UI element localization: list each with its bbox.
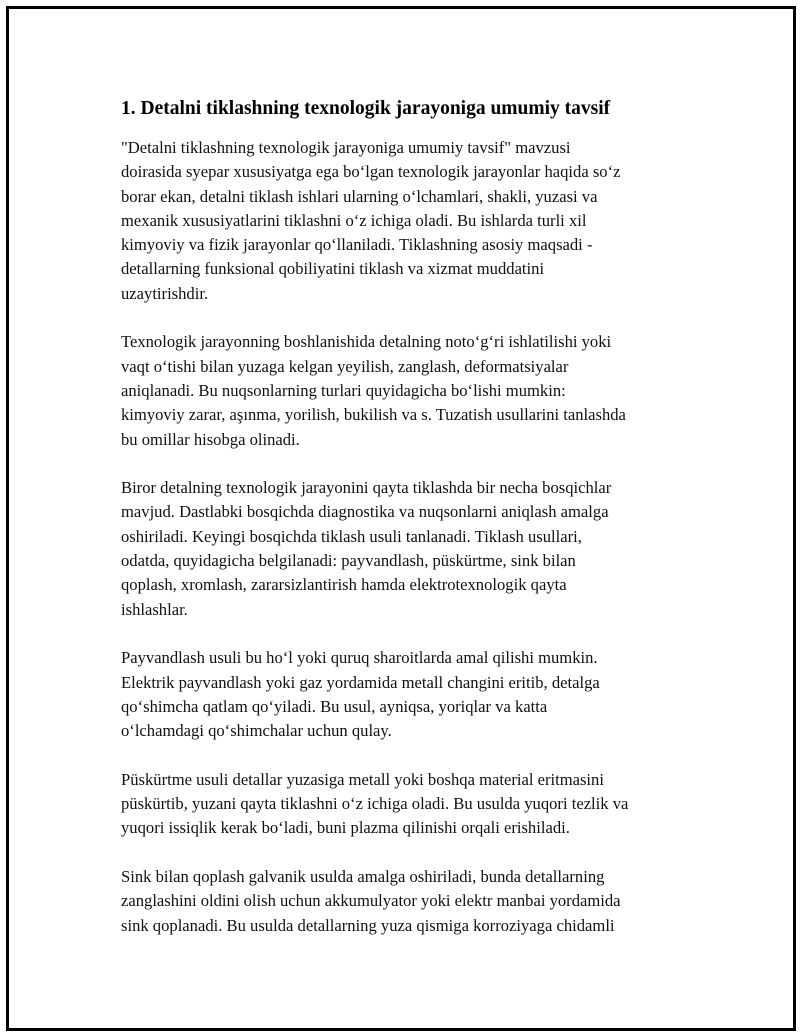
text-line: bu omillar hisobga olinadi.: [121, 429, 300, 449]
paragraph: [121, 646, 701, 743]
text-line: Püskürtme usuli detallar yuzasiga metall yoki boshqa material eritmasini: [121, 769, 604, 789]
text-line: Texnologik jarayonning boshlanishida detalning noto‘g‘ri ishlatilishi yoki: [121, 332, 612, 352]
text-line: Sink bilan qoplash galvanik usulda amalga oshiriladi, bunda detallarning: [121, 866, 605, 886]
text-line: mexanik xususiyatlarini tiklashni o‘z ichiga oladi. Bu ishlarda turli xil: [121, 210, 587, 230]
text-line: zanglashini oldini olish uchun akkumulyator yoki elektr manbai yordamida: [121, 891, 621, 911]
text-line: aniqlanadi. Bu nuqsonlarning turlari quyidagicha bo‘lishi mumkin:: [121, 380, 566, 400]
text-line: yuqori issiqlik kerak bo‘ladi, buni plazma qilinishi orqali erishiladi.: [121, 818, 570, 838]
paragraph: [121, 330, 701, 451]
text-line: detallarning funksional qobiliyatini tiklash va xizmat muddatini: [121, 259, 545, 279]
text-line: ishlashlar.: [121, 599, 188, 619]
text-line: oshiriladi. Keyingi bosqichda tiklash usuli tanlanadi. Tiklash usullari,: [121, 526, 582, 546]
text-line: o‘lchamdagi qo‘shimchalar uchun qulay.: [121, 721, 392, 741]
text-line: qo‘shimcha qatlam qo‘yiladi. Bu usul, ayniqsa, yoriqlar va katta: [121, 696, 548, 716]
text-line: borar ekan, detalni tiklash ishlari ularning o‘lchamlari, shakli, yuzasi va: [121, 186, 598, 206]
text-line: kimyoviy va fizik jarayonlar qo‘llaniladi. Tiklashning asosiy maqsadi -: [121, 235, 593, 255]
text-line: püskürtib, yuzani qayta tiklashni o‘z ichiga oladi. Bu usulda yuqori tezlik va: [121, 794, 629, 814]
paragraph: [121, 865, 701, 938]
text-line: uzaytirishdir.: [121, 283, 209, 303]
text-line: vaqt o‘tishi bilan yuzaga kelgan yeyilish, zanglash, deformatsiyalar: [121, 356, 569, 376]
paragraph-list: [121, 136, 701, 938]
paragraph: [121, 136, 701, 306]
page-frame: [6, 6, 796, 1031]
text-line: "Detalni tiklashning texnologik jarayoniga umumiy tavsif" mavzusi: [121, 138, 571, 157]
text-line: doirasida syepar xususiyatga ega bo‘lgan texnologik jarayonlar haqida so‘z: [121, 162, 621, 182]
text-line: Payvandlash usuli bu ho‘l yoki quruq sharoitlarda amal qilishi mumkin.: [121, 648, 598, 668]
text-line: mavjud. Dastlabki bosqichda diagnostika va nuqsonlarni aniqlash amalga: [121, 502, 609, 522]
section-heading: 1. Detalni tiklashning texnologik jarayoniga umumiy tavsif: [121, 98, 611, 119]
text-line: sink qoplanadi. Bu usulda detallarning yuza qismiga korroziyaga chidamli: [121, 915, 615, 935]
text-line: kimyoviy zarar, aşınma, yorilish, bukilish va s. Tuzatish usullarini tanlashda: [121, 405, 626, 425]
text-line: Biror detalning texnologik jarayonini qayta tiklashda bir necha bosqichlar: [121, 478, 612, 498]
document-body: [121, 95, 701, 962]
text-line: qoplash, xromlash, zararsizlantirish hamda elektrotexnologik qayta: [121, 575, 567, 595]
paragraph: [121, 768, 701, 841]
text-line: Elektrik payvandlash yoki gaz yordamida metall changini eritib, detalga: [121, 672, 600, 692]
text-line: odatda, quyidagicha belgilanadi: payvandlash, püskürtme, sink bilan: [121, 551, 576, 571]
paragraph: [121, 476, 701, 622]
